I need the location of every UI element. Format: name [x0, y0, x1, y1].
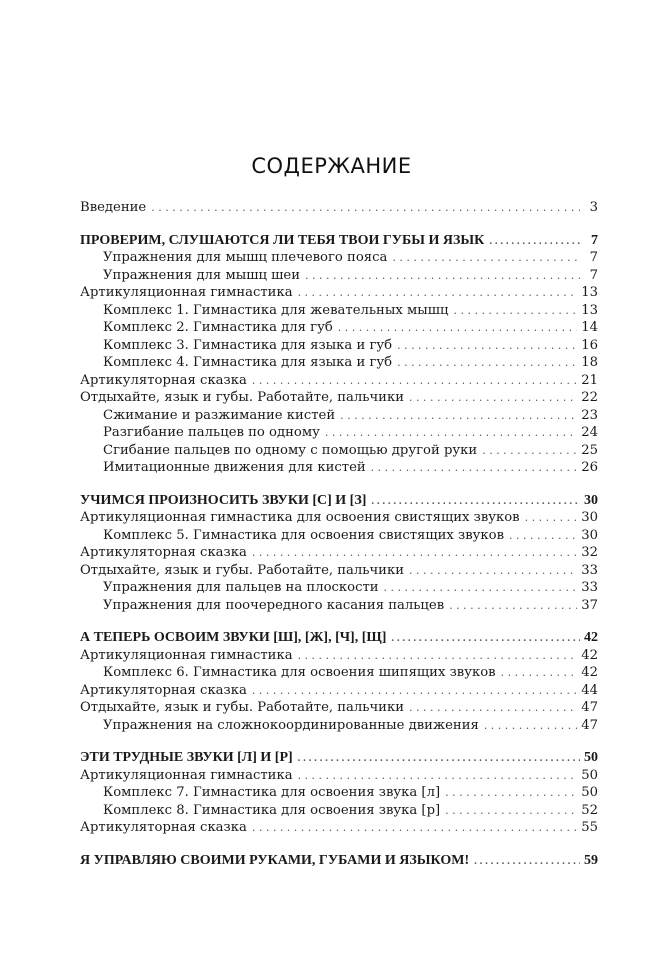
toc-entry [80, 200, 598, 218]
page-number: 21 [581, 372, 598, 388]
table-of-contents [80, 200, 598, 870]
entry-label: Комплекс 3. Гимнастика для языка и губ [103, 337, 393, 353]
dot-leader [338, 321, 577, 334]
entry-label: Комплекс 5. Гимнастика для освоения свистящих звуков [103, 527, 505, 543]
entry-label: Артикуляционная гимнастика [80, 285, 293, 300]
dot-leader [484, 719, 577, 732]
toc-entry [80, 390, 598, 408]
entry-label: УЧИМСЯ ПРОИЗНОСИТЬ ЗВУКИ [С] И [З] [80, 492, 367, 508]
entry-label: Упражнения для пальцев на плоскости [103, 580, 379, 595]
entry-label: Комплекс 2. Гимнастика для губ [103, 320, 333, 335]
toc-chapter-entry [80, 750, 598, 768]
dot-leader [252, 684, 577, 697]
page-number: 50 [581, 785, 598, 800]
dot-leader [252, 374, 577, 387]
toc-chapter-entry [80, 630, 598, 648]
toc-entry [80, 598, 598, 616]
entry-label: Упражнения для мышц шеи [103, 267, 300, 283]
dot-leader [474, 855, 580, 867]
entry-label: Сгибание пальцев по одному с помощью другой руки [103, 442, 478, 458]
entry-label: Имитационные движения для кистей [103, 460, 366, 475]
toc-entry [80, 803, 598, 821]
page-number: 42 [581, 647, 598, 663]
dot-leader [325, 426, 577, 439]
page-number: 13 [581, 302, 598, 318]
dot-leader [449, 599, 577, 612]
page-number: 50 [581, 767, 598, 783]
page-number: 13 [581, 285, 598, 300]
page-number: 26 [581, 460, 598, 475]
page-number: 50 [584, 750, 598, 765]
page-number: 23 [581, 407, 598, 423]
page-number: 30 [581, 527, 598, 543]
dot-leader [445, 786, 577, 799]
entry-label: Комплекс 6. Гимнастика для освоения шипящих звуков [103, 665, 496, 680]
page-number: 30 [581, 510, 598, 525]
toc-entry [80, 820, 598, 838]
page-number: 3 [589, 200, 598, 215]
dot-leader [397, 339, 577, 352]
entry-label: Комплекс 7. Гимнастика для освоения звука [л] [103, 785, 441, 800]
toc-chapter-entry [80, 233, 598, 251]
page-number: 25 [581, 442, 598, 458]
toc-entry [80, 648, 598, 666]
dot-leader [298, 769, 578, 782]
entry-label: Комплекс 8. Гимнастика для освоения звука [р] [103, 802, 441, 818]
section-gap [80, 218, 598, 233]
entry-label: Артикуляторная сказка [80, 682, 247, 698]
page-number: 16 [581, 337, 598, 353]
section-gap [80, 735, 598, 750]
page-number: 14 [581, 320, 598, 335]
dot-leader [501, 666, 578, 679]
dot-leader [489, 235, 580, 247]
dot-leader [445, 804, 577, 817]
entry-label: Упражнения на сложнокоординированные движения [103, 717, 479, 733]
page-number: 37 [581, 597, 598, 613]
page-number: 7 [591, 232, 598, 248]
entry-label: Артикуляционная гимнастика [80, 647, 293, 663]
page-number: 59 [584, 852, 598, 868]
dot-leader [371, 495, 580, 507]
page-title: СОДЕРЖАНИЕ [251, 154, 412, 178]
toc-entry [80, 320, 598, 338]
toc-entry [80, 443, 598, 461]
dot-leader [252, 821, 577, 834]
dot-leader [392, 251, 580, 264]
toc-entry [80, 373, 598, 391]
page-number: 32 [581, 545, 598, 560]
section-gap [80, 838, 598, 853]
entry-label: Введение [80, 200, 147, 215]
dot-leader [509, 529, 577, 542]
page-number: 7 [589, 250, 598, 265]
page-number: 47 [581, 700, 598, 715]
toc-entry [80, 303, 598, 321]
toc-entry [80, 338, 598, 356]
dot-leader [397, 356, 577, 369]
dot-leader [409, 391, 577, 404]
entry-label: Отдыхайте, язык и губы. Работайте, пальчики [80, 562, 405, 578]
entry-label: Комплекс 4. Гимнастика для языка и губ [103, 355, 393, 370]
dot-leader [391, 632, 580, 644]
toc-chapter-entry [80, 853, 598, 871]
toc-entry [80, 355, 598, 373]
toc-entry [80, 460, 598, 478]
entry-label: Отдыхайте, язык и губы. Работайте, пальчики [80, 700, 405, 715]
entry-label: ПРОВЕРИМ, СЛУШАЮТСЯ ЛИ ТЕБЯ ТВОИ ГУБЫ И ЯЗЫК [80, 232, 485, 248]
dot-leader [384, 581, 578, 594]
toc-entry [80, 528, 598, 546]
page-number: 42 [581, 665, 598, 680]
toc-entry [80, 718, 598, 736]
toc-entry [80, 545, 598, 563]
toc-chapter-entry [80, 493, 598, 511]
entry-label: Упражнения для поочередного касания пальцев [103, 597, 445, 613]
toc-entry [80, 268, 598, 286]
dot-leader [151, 201, 580, 214]
page-number: 18 [581, 355, 598, 370]
dot-leader [298, 286, 578, 299]
toc-entry [80, 665, 598, 683]
entry-label: Разгибание пальцев по одному [103, 425, 320, 440]
dot-leader [340, 409, 577, 422]
toc-entry [80, 408, 598, 426]
entry-label: Комплекс 1. Гимнастика для жевательных мышц [103, 302, 449, 318]
page-number: 22 [581, 390, 598, 405]
toc-entry [80, 580, 598, 598]
dot-leader [409, 564, 577, 577]
entry-label: А ТЕПЕРЬ ОСВОИМ ЗВУКИ [Ш], [Ж], [Ч], [Щ] [80, 630, 387, 645]
page-number: 44 [581, 682, 598, 698]
page-number: 33 [581, 562, 598, 578]
page-number: 7 [589, 267, 598, 283]
page-number: 42 [584, 630, 598, 645]
page-number: 24 [581, 425, 598, 440]
dot-leader [298, 649, 578, 662]
entry-label: ЭТИ ТРУДНЫЕ ЗВУКИ [Л] И [Р] [80, 750, 293, 765]
entry-label: Упражнения для мышц плечевого пояса [103, 250, 388, 265]
entry-label: Отдыхайте, язык и губы. Работайте, пальчики [80, 390, 405, 405]
toc-entry [80, 768, 598, 786]
dot-leader [305, 269, 580, 282]
dot-leader [371, 461, 578, 474]
toc-entry [80, 563, 598, 581]
entry-label: Я УПРАВЛЯЮ СВОИМИ РУКАМИ, ГУБАМИ И ЯЗЫКОМ! [80, 852, 470, 868]
toc-entry [80, 510, 598, 528]
toc-entry [80, 425, 598, 443]
entry-label: Сжимание и разжимание кистей [103, 407, 336, 423]
toc-entry [80, 700, 598, 718]
entry-label: Артикуляционная гимнастика [80, 767, 293, 783]
section-gap [80, 615, 598, 630]
dot-leader [298, 752, 580, 764]
page-number: 47 [581, 717, 598, 733]
toc-entry [80, 785, 598, 803]
dot-leader [252, 546, 577, 559]
toc-entry [80, 250, 598, 268]
dot-leader [482, 444, 577, 457]
toc-entry [80, 285, 598, 303]
page-number: 30 [584, 492, 598, 508]
entry-label: Артикуляторная сказка [80, 545, 247, 560]
dot-leader [409, 701, 577, 714]
entry-label: Артикуляторная сказка [80, 820, 247, 835]
dot-leader [525, 511, 578, 524]
dot-leader [453, 304, 577, 317]
section-gap [80, 478, 598, 493]
page-number: 55 [581, 820, 598, 835]
toc-entry [80, 683, 598, 701]
page-number: 33 [581, 580, 598, 595]
entry-label: Артикуляционная гимнастика для освоения свистящих звуков [80, 510, 520, 525]
entry-label: Артикуляторная сказка [80, 372, 247, 388]
page-number: 52 [581, 802, 598, 818]
